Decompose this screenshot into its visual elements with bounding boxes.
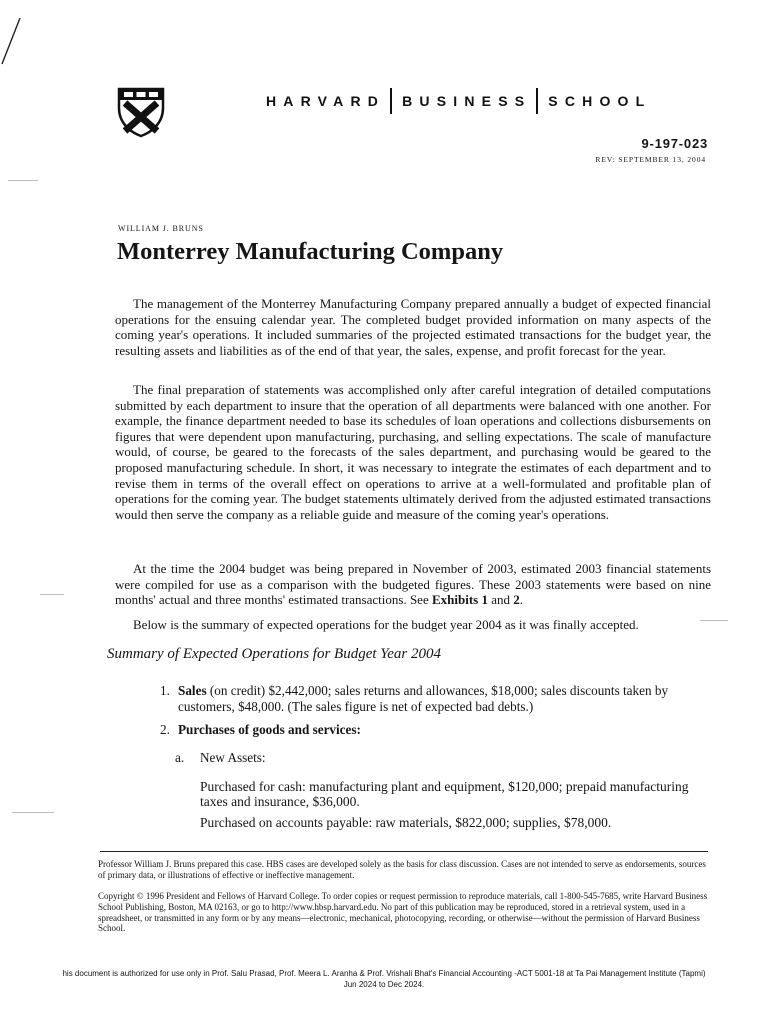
- paragraph: The management of the Monterrey Manufacturing Company prepared annually a budget of expected financial operations for the ensuing calendar year. The completed budget provided information on many aspects of the coming year's operations. It included summaries of the projected estimated transactions for the budget year, the resulting assets and liabilities as of the end of that year, the sales, expense, and profit forecast for the year.: [115, 296, 711, 358]
- sub-item-letter: a.: [175, 750, 185, 765]
- paragraph-text: .: [519, 592, 523, 608]
- item-number: 2.: [160, 722, 170, 737]
- masthead-divider: [536, 88, 538, 114]
- paragraph: Below is the summary of expected operations for the budget year 2004 as it was finally accepted.: [133, 617, 639, 632]
- footer-note: Professor William J. Bruns prepared this case. HBS cases are developed solely as the basis for class discussion. Cases are not intended to serve as endorsements, sources of primary data, or illustrations of effective or ineffective management.: [98, 859, 706, 880]
- item-label: Sales: [178, 683, 207, 698]
- author-name: WILLIAM J. BRUNS: [118, 224, 204, 233]
- item-number: 1.: [160, 683, 170, 698]
- list-item: [160, 683, 716, 714]
- section-heading: Summary of Expected Operations for Budget Year 2004: [107, 646, 441, 662]
- scan-speck: [40, 594, 64, 595]
- scan-speck: [700, 620, 728, 621]
- paragraph-text: At the time the 2004 budget was being prepared in November of 2003, estimated 2003 financial statements were compiled for use as a comparison with the budgeted figures. These 2003 statements were based on nine months' actual and three months' estimated transactions. See: [115, 561, 711, 608]
- masthead-word: BUSINESS: [402, 93, 532, 109]
- purchase-detail: Purchased for cash: manufacturing plant and equipment, $120,000; prepaid manufacturing taxes and insurance, $36,000.: [200, 779, 689, 810]
- scan-speck: [12, 812, 54, 813]
- masthead-divider: [390, 88, 392, 114]
- item-body: (on credit) $2,442,000; sales returns and allowances, $18,000; sales discounts taken by customers, $48,000. (The sales figure is net of expected bad debts.): [178, 683, 669, 714]
- license-line: Jun 2024 to Dec 2024.: [343, 980, 425, 989]
- item-text: [178, 683, 716, 714]
- revision-date: REV: SEPTEMBER 13, 2004: [595, 155, 706, 164]
- sub-item-text: New Assets:: [200, 750, 266, 765]
- license-line: his document is authorized for use only in Prof. Salu Prasad, Prof. Meera L. Aranha & Prof. Vrishali Bhat's Financial Accounting -ACT 5001-18 at Ta Pai Management Institute (Tapmi): [62, 969, 706, 978]
- scan-speck: [8, 180, 38, 181]
- exhibit-reference: Exhibits 1: [431, 592, 488, 608]
- purchase-detail: Purchased on accounts payable: raw materials, $822,000; supplies, $78,000.: [200, 815, 612, 830]
- license-notice: [0, 968, 768, 990]
- paragraph: The final preparation of statements was accomplished only after careful integration of detailed computations submitted by each department to insure that the operation of all departments were balanced with one another. For example, the finance department needed to base its schedules of loan operations and collections disbursements on figures that were dependent upon manufacturing, purchasing, and selling expectations. The scale of manufacture would, of course, be geared to the forecasts of the sales department, and purchasing would be geared to the proposed manufacturing schedule. In short, it was necessary to integrate the estimates of each department and to revise them in terms of the overall effect on operations to arrive at a well-formulated and profitable plan of operations for the coming year. The budget statements ultimately derived from the adjusted estimated transactions would then serve the company as a reliable guide and measure of the coming year's operations.: [115, 382, 711, 522]
- case-title: Monterrey Manufacturing Company: [117, 238, 504, 265]
- footer-divider: [100, 851, 708, 852]
- paragraph-text: and: [487, 592, 514, 608]
- scan-mark: [0, 18, 24, 68]
- school-masthead: [266, 88, 706, 114]
- hbs-shield-icon: [116, 86, 166, 138]
- case-number: 9-197-023: [641, 136, 708, 151]
- paragraph-exhibits: [115, 561, 711, 608]
- sub-list-item: [175, 750, 475, 766]
- footer-copyright: Copyright © 1996 President and Fellows of Harvard College. To order copies or request permission to reproduce materials, call 1-800-545-7685, write Harvard Business School Publishing, Boston, MA 02163, or go to http://www.hbsp.harvard.edu. No part of this publication may be reproduced, stored in a retrieval system, used in a spreadsheet, or transmitted in any form or by any means—electronic, mechanical, photocopying, recording, or otherwise—without the permission of Harvard Business School.: [98, 891, 708, 934]
- item-label: Purchases of goods and services:: [178, 722, 361, 737]
- list-item: [160, 722, 716, 738]
- masthead-word: HARVARD: [266, 93, 386, 109]
- exhibit-reference: 2: [513, 592, 520, 608]
- masthead-word: SCHOOL: [548, 93, 652, 109]
